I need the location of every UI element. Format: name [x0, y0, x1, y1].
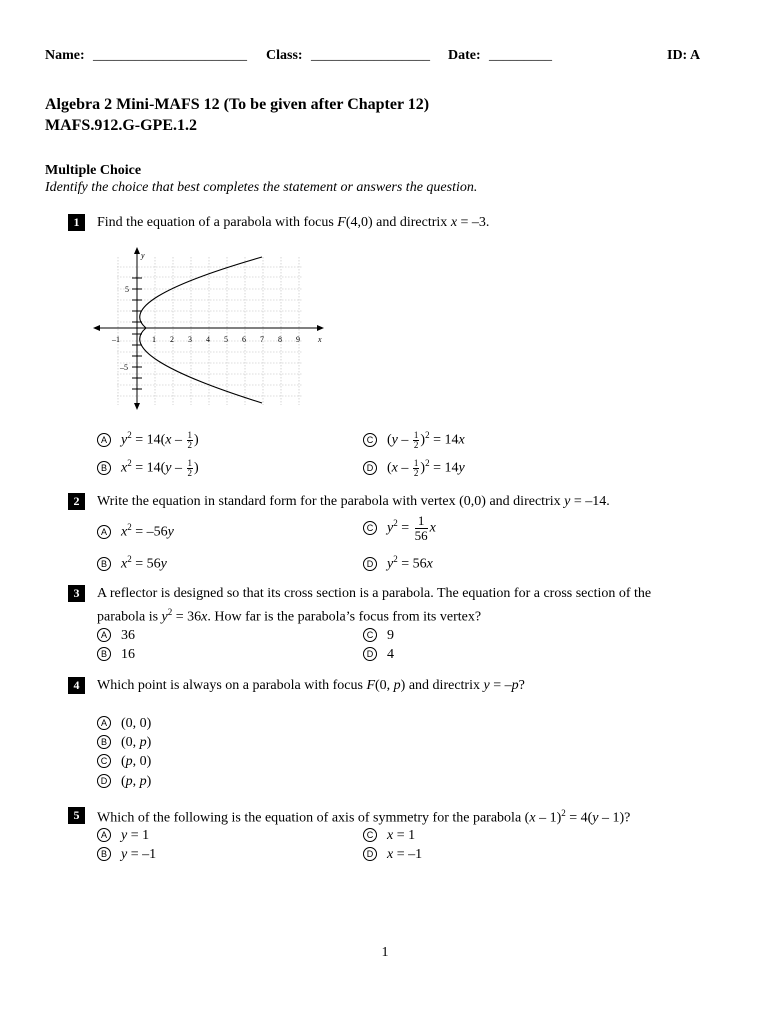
option-b[interactable]: B y = –1 [97, 847, 156, 863]
question-text: Find the equation of a parabola with focus F(4,0) and directrix x = –3. [97, 215, 490, 230]
tick-label: 7 [260, 335, 264, 344]
question-text: A reflector is designed so that its cross section is a parabola. The equation for a cross section of the [97, 586, 652, 601]
page-number: 1 [381, 945, 389, 960]
tick-label: 5 [224, 335, 228, 344]
section-heading: Multiple Choice [45, 163, 142, 178]
option-c[interactable]: C $y^2$ = $\frac{1}{56}$ x [363, 514, 436, 543]
question-number: 1 [68, 214, 85, 231]
parabola-graph [92, 245, 332, 410]
tick-label: 4 [206, 335, 210, 344]
page-title: Algebra 2 Mini-MAFS 12 (To be given after Chapter 12) [45, 96, 430, 113]
date-blank[interactable]: _________ [489, 48, 552, 63]
section-instructions: Identify the choice that best completes the statement or answers the question. [45, 180, 478, 195]
id-label: ID: A [667, 48, 701, 63]
date-label: Date: [448, 48, 481, 63]
question-number: 2 [68, 493, 85, 510]
option-a[interactable]: A (0, 0) [97, 716, 151, 732]
option-c[interactable]: C (y – $\frac{1}{2}$ )$^2$ = 14x [363, 430, 465, 450]
tick-label: 2 [170, 335, 174, 344]
question-text: Which of the following is the equation of axis of symmetry for the parabola (x – 1)$^2$ = 4(y – 1)? [97, 808, 631, 826]
name-blank[interactable]: ______________________ [93, 48, 247, 63]
header [45, 48, 705, 68]
parabola-curve [140, 257, 262, 403]
class-label: Class: [266, 48, 303, 63]
question-number: 3 [68, 585, 85, 602]
y-axis-label: y [141, 251, 145, 260]
option-a[interactable]: A 36 [97, 628, 135, 644]
option-a[interactable]: A y = 1 [97, 828, 149, 844]
tick-label: 8 [278, 335, 282, 344]
option-c[interactable]: C x = 1 [363, 828, 415, 844]
option-b[interactable]: B $x^2 = 56y$ [97, 554, 167, 573]
tick-label: –5 [120, 363, 128, 372]
class-blank[interactable]: _________________ [311, 48, 430, 63]
tick-label: –1 [112, 335, 120, 344]
option-d[interactable]: D x = –1 [363, 847, 422, 863]
question-text: Write the equation in standard form for the parabola with vertex (0,0) and directrix y = –14. [97, 494, 610, 509]
option-d[interactable]: D (p, p) [97, 774, 151, 790]
option-d[interactable]: D (x – $\frac{1}{2}$ )$^2$ = 14y [363, 458, 465, 478]
name-label: Name: [45, 48, 85, 63]
tick-label: 6 [242, 335, 246, 344]
tick-label: 5 [125, 285, 129, 294]
option-c[interactable]: C (p, 0) [97, 754, 151, 770]
tick-label: 9 [296, 335, 300, 344]
option-a[interactable]: A $y^2 = 14(x$ – $\frac{1}{2}$ ) [97, 430, 199, 450]
x-axis-label: x [318, 335, 322, 344]
option-b[interactable]: B $x^2 = 14(y$ – $\frac{1}{2}$ ) [97, 458, 199, 478]
question-number: 5 [68, 807, 85, 824]
tick-label: 3 [188, 335, 192, 344]
option-b[interactable]: B (0, p) [97, 735, 151, 751]
question-text-line2: parabola is $y^2 = 36x$. How far is the parabola’s focus from its vertex? [97, 607, 482, 625]
page-subtitle: MAFS.912.G-GPE.1.2 [45, 117, 197, 134]
option-c[interactable]: C 9 [363, 628, 394, 644]
option-b[interactable]: B 16 [97, 647, 135, 663]
option-d[interactable]: D $y^2 = 56x$ [363, 554, 433, 573]
question-number: 4 [68, 677, 85, 694]
tick-label: 1 [152, 335, 156, 344]
option-a[interactable]: A $x^2 = -56y$ [97, 522, 174, 541]
question-text: Which point is always on a parabola with focus F(0, p) and directrix y = –p? [97, 678, 525, 693]
option-d[interactable]: D 4 [363, 647, 394, 663]
